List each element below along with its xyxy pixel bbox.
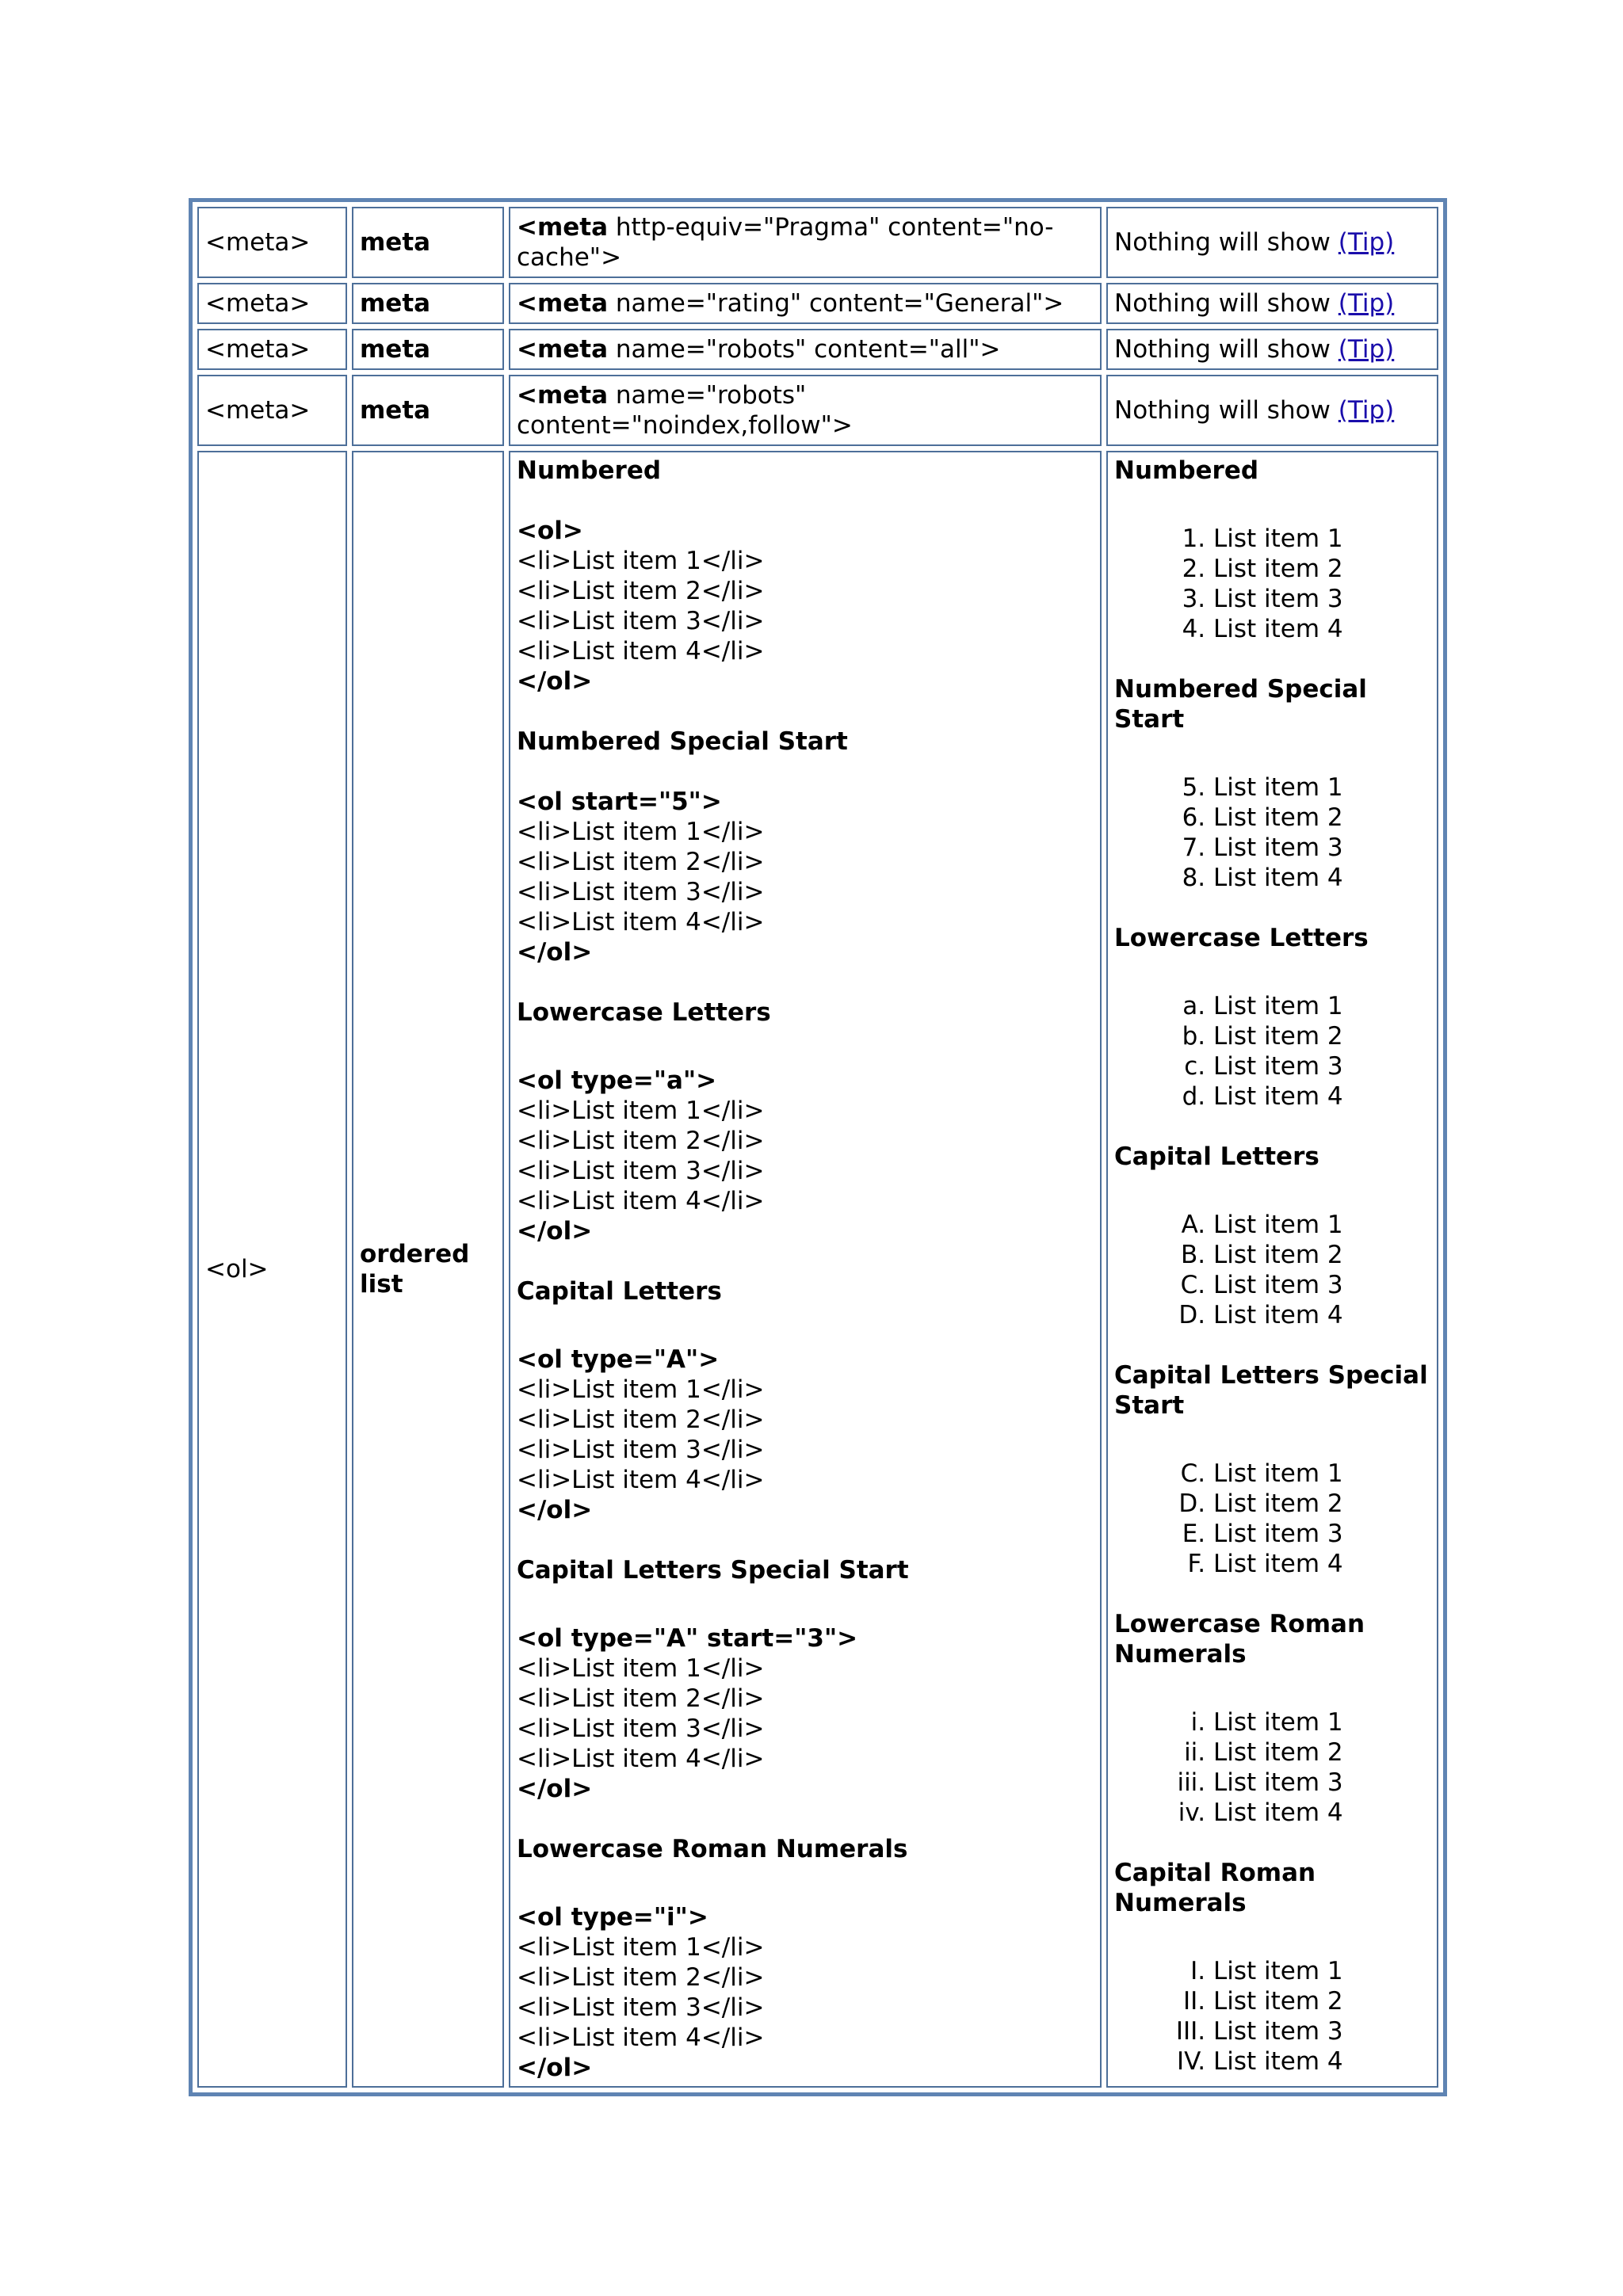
code-li-line: <li>List item 2</li>: [517, 1405, 765, 1434]
code-attributes: name="robots" content="all">: [608, 335, 1001, 364]
list-item: 2. List item 2: [1213, 554, 1430, 584]
code-li-line: <li>List item 4</li>: [517, 908, 765, 936]
result-text: Nothing will show: [1114, 289, 1338, 318]
result-cell: [1106, 329, 1438, 370]
list-item: 6. List item 2: [1213, 803, 1430, 833]
list-item: c. List item 3: [1213, 1051, 1430, 1081]
list-item: i. List item 1: [1213, 1707, 1430, 1737]
code-attributes: http-equiv="Pragma" content="no-cache">: [517, 213, 1054, 272]
list-item: C. List item 1: [1213, 1459, 1430, 1489]
table-row: [197, 375, 1438, 446]
code-li-line: <li>List item 3</li>: [517, 1436, 765, 1464]
code-close-tag: </ol>: [517, 2054, 593, 2082]
code-cell: [509, 451, 1102, 2088]
code-close-tag: </ol>: [517, 1496, 593, 1524]
tag-cell: <ol>: [197, 451, 347, 2088]
code-section-title: Capital Letters: [517, 1277, 722, 1306]
tip-link[interactable]: (Tip): [1338, 396, 1395, 425]
code-li-line: <li>List item 2</li>: [517, 1963, 765, 1992]
result-section-title: Lowercase Roman Numerals: [1114, 1610, 1365, 1669]
list-item: III. List item 3: [1213, 2016, 1430, 2046]
code-close-tag: </ol>: [517, 1775, 593, 1803]
code-li-line: <li>List item 3</li>: [517, 607, 765, 635]
code-li-line: <li>List item 4</li>: [517, 637, 765, 666]
list-item: iii. List item 3: [1213, 1768, 1430, 1798]
list-item: D. List item 2: [1213, 1489, 1430, 1519]
result-section-title: Numbered: [1114, 456, 1259, 485]
list-item: 1. List item 1: [1213, 524, 1430, 554]
table-row: [197, 207, 1438, 278]
code-attributes: name="rating" content="General">: [608, 289, 1064, 318]
name-cell: meta: [352, 207, 504, 278]
result-text: Nothing will show: [1114, 228, 1338, 257]
list-item: 7. List item 3: [1213, 833, 1430, 863]
result-cell: [1106, 207, 1438, 278]
list-item: E. List item 3: [1213, 1519, 1430, 1549]
code-li-line: <li>List item 1</li>: [517, 818, 765, 846]
code-li-line: <li>List item 2</li>: [517, 848, 765, 876]
table-row: [197, 329, 1438, 370]
code-section-title: Lowercase Letters: [517, 998, 771, 1027]
list-item: II. List item 2: [1213, 1986, 1430, 2016]
code-li-line: <li>List item 3</li>: [517, 1993, 765, 2022]
list-item: a. List item 1: [1213, 991, 1430, 1021]
result-text: Nothing will show: [1114, 396, 1338, 425]
list-item: A. List item 1: [1213, 1210, 1430, 1240]
code-open-tag: <ol>: [517, 517, 583, 545]
code-cell: [509, 375, 1102, 446]
code-li-line: <li>List item 1</li>: [517, 1654, 765, 1683]
code-section-title: Lowercase Roman Numerals: [517, 1835, 908, 1863]
table-row: [197, 283, 1438, 324]
code-cell: [509, 283, 1102, 324]
code-tag-bold: <meta: [517, 335, 609, 364]
result-text: Nothing will show: [1114, 335, 1338, 364]
code-open-tag: <ol type="A">: [517, 1345, 720, 1374]
code-li-line: <li>List item 4</li>: [517, 1466, 765, 1494]
code-section-title: Capital Letters Special Start: [517, 1556, 909, 1585]
demo-list-lowercase-letters: [1114, 991, 1430, 1112]
tag-cell: <meta>: [197, 329, 347, 370]
result-section-title: Lowercase Letters: [1114, 924, 1369, 952]
code-section-title: Numbered Special Start: [517, 727, 848, 756]
list-item: 3. List item 3: [1213, 584, 1430, 614]
result-cell: [1106, 283, 1438, 324]
tip-link[interactable]: (Tip): [1338, 335, 1395, 364]
result-cell: [1106, 451, 1438, 2088]
code-li-line: <li>List item 3</li>: [517, 1714, 765, 1743]
code-tag-bold: <meta: [517, 289, 609, 318]
list-item: C. List item 3: [1213, 1270, 1430, 1300]
code-li-line: <li>List item 1</li>: [517, 1375, 765, 1404]
code-section-title: Numbered: [517, 456, 662, 485]
code-close-tag: </ol>: [517, 667, 593, 696]
tag-cell: <meta>: [197, 207, 347, 278]
code-li-line: <li>List item 4</li>: [517, 2023, 765, 2052]
tag-cell: <meta>: [197, 375, 347, 446]
name-cell: meta: [352, 329, 504, 370]
name-cell: meta: [352, 283, 504, 324]
code-li-line: <li>List item 4</li>: [517, 1745, 765, 1773]
list-item: I. List item 1: [1213, 1956, 1430, 1986]
tip-link[interactable]: (Tip): [1338, 289, 1395, 318]
list-item: 8. List item 4: [1213, 863, 1430, 893]
list-item: F. List item 4: [1213, 1549, 1430, 1579]
tag-cell: <meta>: [197, 283, 347, 324]
list-item: B. List item 2: [1213, 1240, 1430, 1270]
code-close-tag: </ol>: [517, 1217, 593, 1245]
result-section-title: Numbered Special Start: [1114, 675, 1367, 734]
name-cell: meta: [352, 375, 504, 446]
code-li-line: <li>List item 1</li>: [517, 1933, 765, 1962]
list-item: IV. List item 4: [1213, 2046, 1430, 2077]
code-cell: [509, 329, 1102, 370]
list-item: b. List item 2: [1213, 1021, 1430, 1051]
table-row-ordered-list: [197, 451, 1438, 2088]
code-li-line: <li>List item 3</li>: [517, 878, 765, 906]
result-section-title: Capital Letters: [1114, 1142, 1319, 1171]
name-cell: ordered list: [352, 451, 504, 2088]
code-li-line: <li>List item 4</li>: [517, 1187, 765, 1215]
code-li-line: <li>List item 1</li>: [517, 1097, 765, 1125]
code-attributes: name="robots" content="noindex,follow">: [517, 381, 853, 440]
list-item: ii. List item 2: [1213, 1737, 1430, 1768]
demo-list-capital-special-start: [1114, 1459, 1430, 1579]
list-item: iv. List item 4: [1213, 1798, 1430, 1828]
result-section-title: Capital Letters Special Start: [1114, 1361, 1428, 1420]
code-close-tag: </ol>: [517, 938, 593, 967]
code-open-tag: <ol type="a">: [517, 1066, 717, 1095]
reference-table-frame: [189, 198, 1447, 2096]
code-li-line: <li>List item 3</li>: [517, 1157, 765, 1185]
list-item: 5. List item 1: [1213, 772, 1430, 803]
code-open-tag: <ol start="5">: [517, 788, 722, 816]
demo-list-numbered: [1114, 524, 1430, 644]
demo-list-lowercase-roman: [1114, 1707, 1430, 1828]
tip-link[interactable]: (Tip): [1338, 228, 1395, 257]
code-tag-bold: <meta: [517, 213, 609, 242]
list-item: D. List item 4: [1213, 1300, 1430, 1330]
code-open-tag: <ol type="i">: [517, 1903, 708, 1932]
code-li-line: <li>List item 2</li>: [517, 1684, 765, 1713]
code-li-line: <li>List item 2</li>: [517, 577, 765, 605]
demo-list-special-start: [1114, 772, 1430, 893]
result-section-title: Capital Roman Numerals: [1114, 1859, 1316, 1917]
demo-list-capital-letters: [1114, 1210, 1430, 1330]
code-tag-bold: <meta: [517, 381, 609, 410]
list-item: 4. List item 4: [1213, 614, 1430, 644]
result-cell: [1106, 375, 1438, 446]
code-cell: [509, 207, 1102, 278]
code-open-tag: <ol type="A" start="3">: [517, 1624, 858, 1653]
html-reference-table: [193, 202, 1443, 2092]
demo-list-capital-roman: [1114, 1956, 1430, 2077]
list-item: d. List item 4: [1213, 1081, 1430, 1112]
code-li-line: <li>List item 2</li>: [517, 1127, 765, 1155]
code-li-line: <li>List item 1</li>: [517, 547, 765, 575]
